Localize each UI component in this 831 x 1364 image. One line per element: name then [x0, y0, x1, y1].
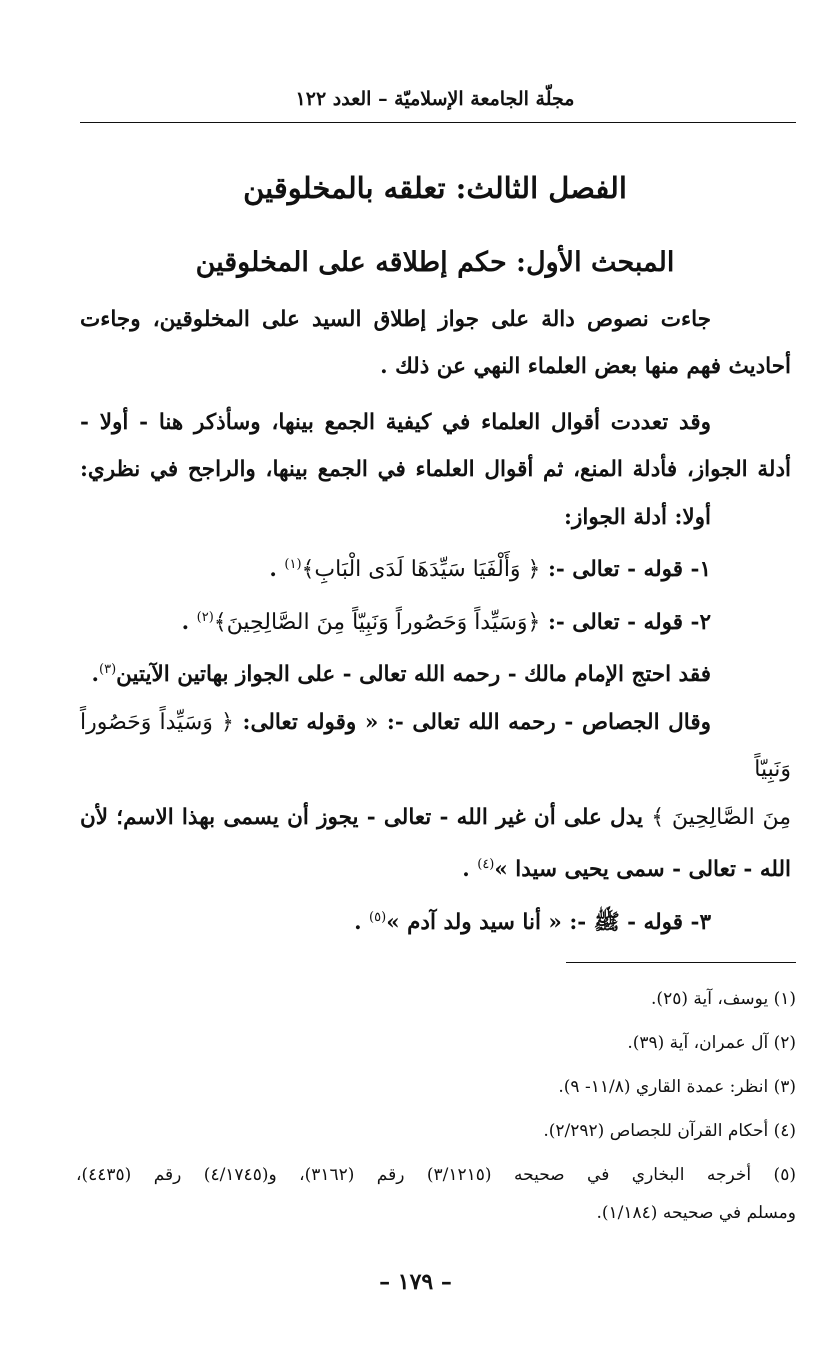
- quran-verse-3b: مِنَ الصَّالِحِينَ ﴾: [651, 804, 792, 830]
- body-text: [80, 296, 791, 946]
- evidence-heading: أولا: أدلة الجواز:: [564, 504, 711, 530]
- quran-verse-3a: ﴿ وَسَيِّداً وَحَصُوراً وَنَبِيّاً: [80, 709, 791, 783]
- quran-verse-1: ﴿ وَأَلْفَيَا سَيِّدَهَا لَدَى الْبَابِ﴾: [301, 557, 541, 583]
- paragraph-5-line-3: [80, 841, 791, 894]
- evidence-item-2-end: .: [181, 609, 197, 635]
- paragraph-1-line-1: جاءت نصوص دالة على جواز إطلاق السيد على المخلوقين، وجاءت: [80, 307, 711, 332]
- footnote-4: (٤) أحكام القرآن للجصاص (٢/٢٩٢).: [543, 1121, 796, 1141]
- paragraph-4-text: فقد احتج الإمام مالك - رحمه الله تعالى - على الجواز بهاتين الآيتين: [116, 662, 711, 688]
- paragraph-2-line-1: وقد تعددت أقوال العلماء في كيفية الجمع بينها، وسأذكر هنا - أولا -: [80, 409, 711, 435]
- chapter-title: الفصل الثالث: تعلقه بالمخلوقين: [243, 171, 627, 205]
- paragraph-1-line-2: أحاديث فهم منها بعض العلماء النهي عن ذلك .: [380, 354, 791, 380]
- evidence-item-3-end: .: [354, 909, 370, 935]
- paragraph-4: [80, 646, 791, 699]
- evidence-item-2: [80, 594, 791, 647]
- evidence-item-1-end: .: [269, 557, 285, 583]
- paragraph-5-line-3-text: الله - تعالى - سمى يحيى سيدا »: [494, 857, 791, 883]
- footnote-5-line-2: ومسلم في صحيحه (١/١٨٤).: [596, 1203, 796, 1223]
- evidence-item-1-lead: ١- قوله - تعالى -:: [540, 557, 711, 583]
- header-rule: [80, 122, 796, 123]
- footnote-ref-3: (٣): [99, 662, 117, 678]
- footnote-ref-5: (٥): [369, 909, 387, 925]
- footnote-3: (٣) انظر: عمدة القاري (١١/٨- ٩).: [558, 1077, 796, 1097]
- footnote-ref-1: (١): [284, 557, 302, 573]
- evidence-item-3-text: ٣- قوله - ﷺ -: « أنا سيد ولد آدم »: [386, 909, 711, 935]
- footnote-1: (١) يوسف، آية (٢٥).: [651, 989, 796, 1009]
- paragraph-5-end: .: [462, 857, 478, 883]
- evidence-item-2-lead: ٢- قوله - تعالى -:: [540, 609, 711, 635]
- running-header: مجلّة الجامعة الإسلاميّة – العدد ١٢٢: [295, 88, 575, 110]
- footnote-rule: [566, 962, 796, 963]
- footnotes: [76, 980, 796, 1238]
- paragraph-2-line-2: أدلة الجواز، فأدلة المنع، ثم أقوال العلماء في الجمع بينها، والراجح في نظري:: [80, 457, 791, 483]
- evidence-item-3: [80, 894, 791, 947]
- section-title: المبحث الأول: حكم إطلاقه على المخلوقين: [195, 247, 675, 278]
- paragraph-5-line-2: [80, 794, 791, 841]
- footnote-2: (٢) آل عمران، آية (٣٩).: [627, 1033, 796, 1053]
- evidence-item-1: [80, 541, 791, 594]
- footnote-ref-2: (٢): [196, 609, 214, 625]
- page-number: – ١٧٩ –: [379, 1269, 452, 1295]
- paragraph-5-lead: وقال الجصاص - رحمه الله تعالى -: « وقوله تعالى:: [233, 709, 711, 735]
- paragraph-5-line-1: [80, 699, 791, 794]
- footnote-ref-4: (٤): [477, 856, 495, 872]
- quran-verse-2: ﴿وَسَيِّداً وَحَصُوراً وَنَبِيّاً مِنَ الصَّالِحِينَ﴾: [213, 609, 541, 635]
- paragraph-4-end: .: [91, 662, 100, 688]
- footnote-5-line-1: (٥) أخرجه البخاري في صحيحه (٣/١٢١٥) رقم (٣١٦٢)، و(٤/١٧٤٥) رقم (٤٤٣٥)،: [76, 1165, 796, 1185]
- paragraph-5-line-2-rest: يدل على أن غير الله - تعالى - يجوز أن يسمى بهذا الاسم؛ لأن: [80, 804, 652, 830]
